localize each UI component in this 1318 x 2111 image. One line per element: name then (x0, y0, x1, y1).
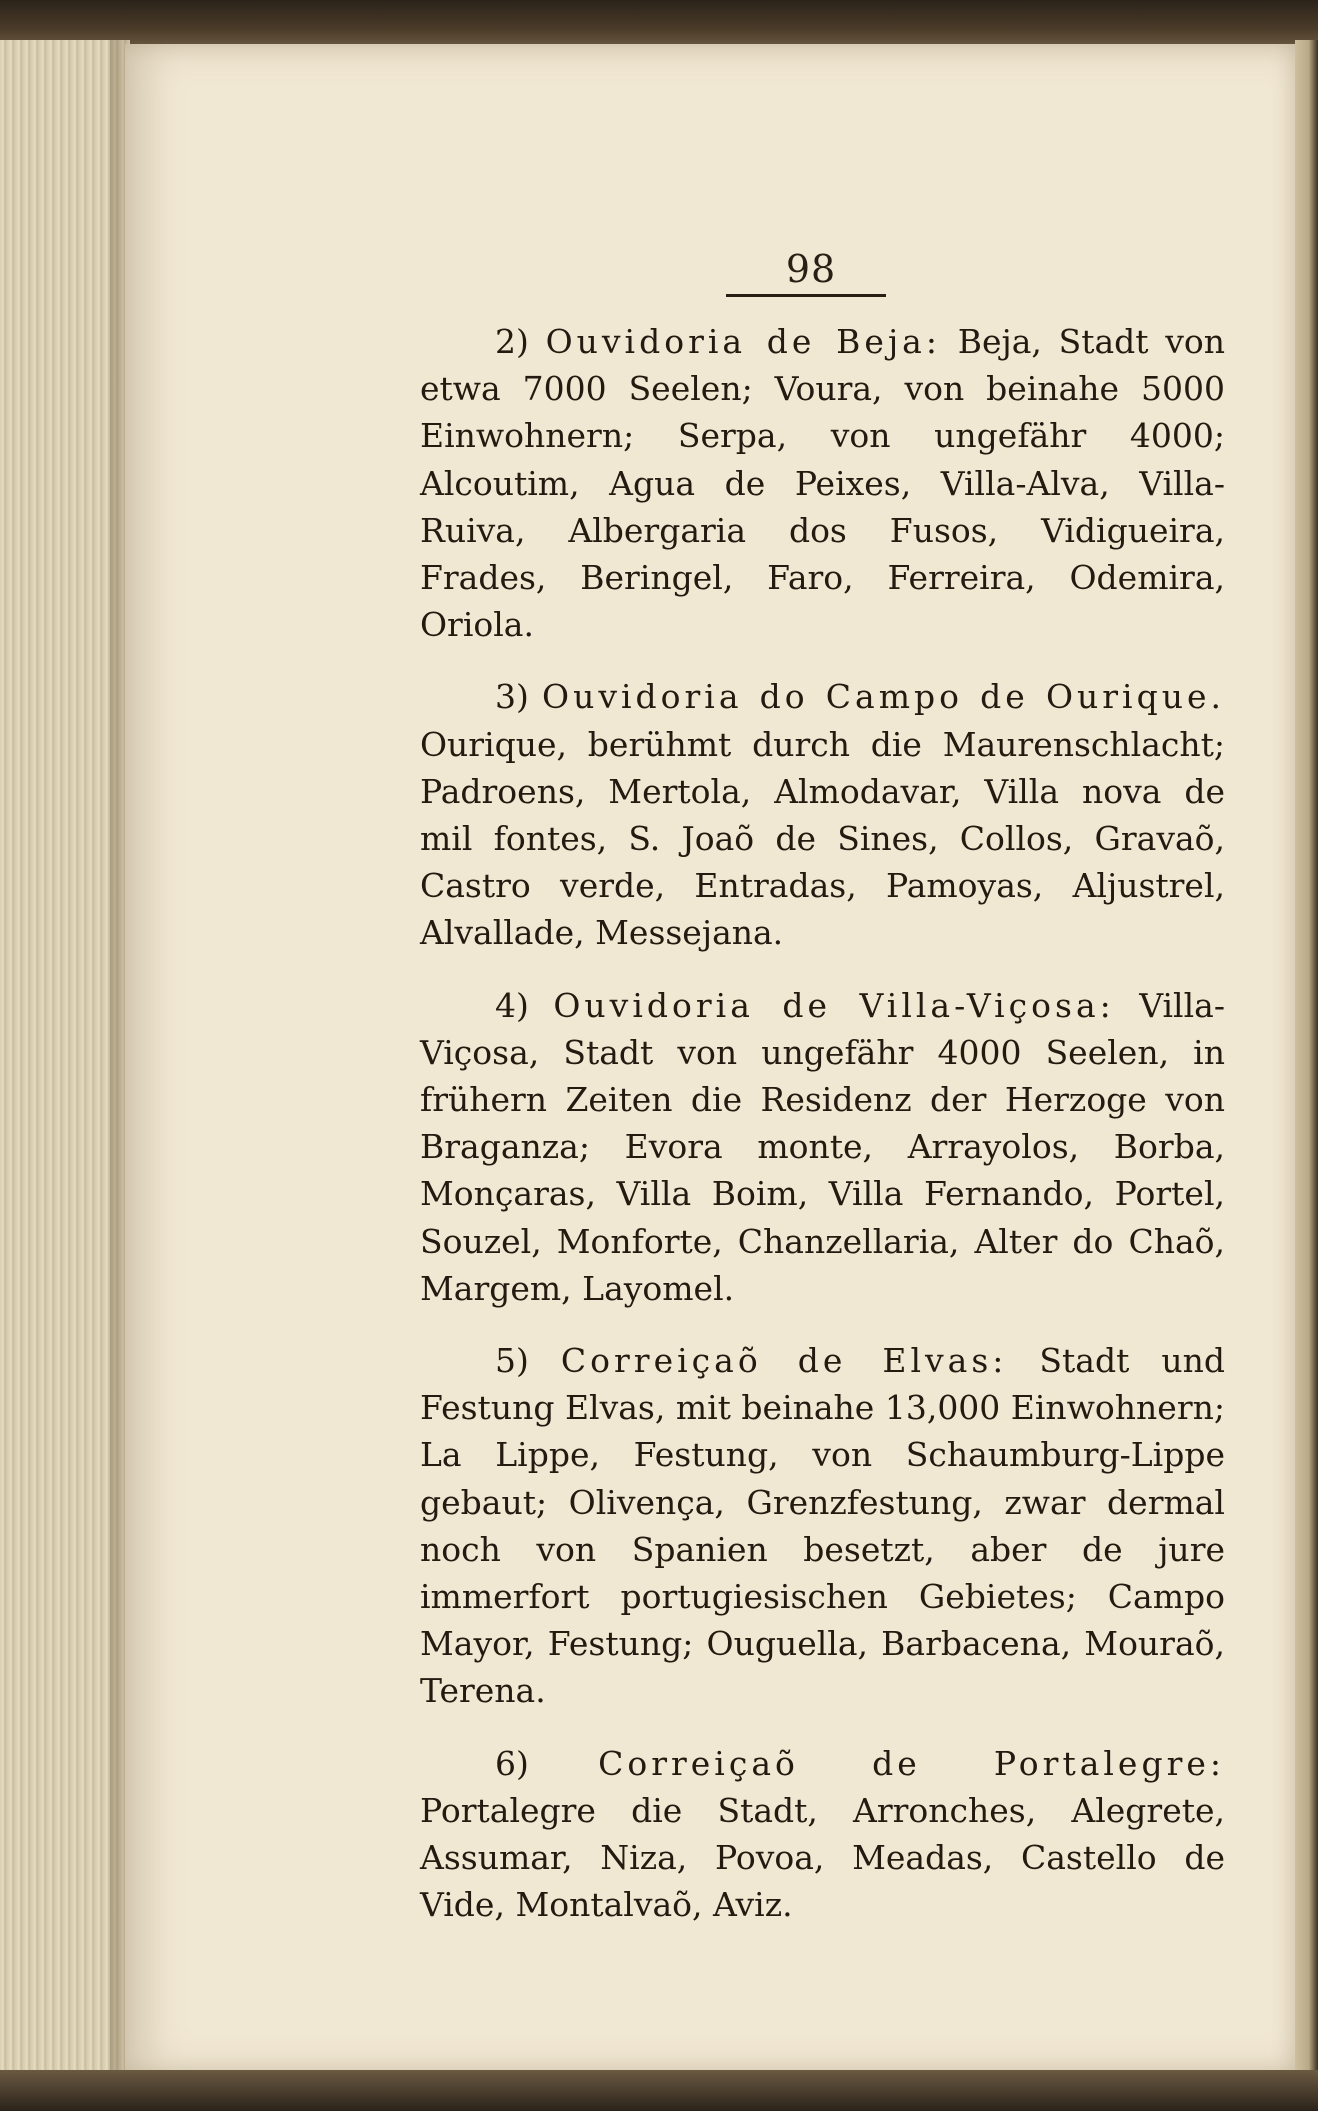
entry-heading: Correiçaõ de Elvas: (560, 1341, 1008, 1381)
entry-number: 5) (495, 1341, 529, 1381)
page-number-rule (726, 294, 886, 297)
page-number: 98 (785, 247, 837, 291)
entry-heading: Correiçaõ de Portalegre: (598, 1743, 1226, 1783)
entry-paragraph (420, 673, 1225, 956)
entry-number: 2) (495, 322, 529, 361)
page-text (420, 318, 1225, 1954)
entry-body: Stadt und Festung Elvas, mit beinahe 13,000 Einwohnern; La Lippe, Festung, von Schaumburg-Lippe gebaut; Olivença, Grenzfestung, zwar dermal noch von Spanien besetzt, aber de jure immerfort portugiesischen Gebietes; Campo Mayor, Festung; Ouguella, Barbacena, Mouraõ, Terena. (420, 1341, 1225, 1711)
entry-heading: Ouvidoria de Villa-Viçosa: (553, 985, 1115, 1025)
book-top-edge (0, 0, 1318, 48)
entry-paragraph (420, 1337, 1225, 1715)
entry-paragraph (420, 982, 1225, 1312)
entry-number: 3) (495, 677, 529, 717)
entry-number: 4) (495, 985, 529, 1025)
book-right-edge (1295, 40, 1318, 2080)
entry-body: Villa-Viçosa, Stadt von ungefähr 4000 Seelen, in frühern Zeiten die Residenz der Herzoge von Braganza; Evora monte, Arrayolos, Borba, Monçaras, Villa Boim, Villa Fernando, Portel, Souzel, Monforte, Chanzellaria, Alter do Chaõ, Margem, Layomel. (420, 985, 1225, 1308)
entry-paragraph (420, 1740, 1225, 1929)
entry-heading: Ouvidoria de Beja: (545, 322, 941, 361)
book-bottom-edge (0, 2070, 1318, 2111)
entry-paragraph (420, 318, 1225, 648)
entry-body: Beja, Stadt von etwa 7000 Seelen; Voura, von beinahe 5000 Einwohnern; Serpa, von ungefähr 4000; Alcoutim, Agua de Peixes, Villa-Alva, Villa-Ruiva, Albergaria dos Fusos, Vidigueira, Frades, Beringel, Faro, Ferreira, Odemira, Oriola. (420, 322, 1225, 645)
entry-body: Portalegre die Stadt, Arronches, Alegrete, Assumar, Niza, Povoa, Meadas, Castello de Vide, Montalvaõ, Aviz. (420, 1790, 1225, 1925)
entry-number: 6) (495, 1743, 529, 1783)
entry-heading: Ouvidoria do Campo de Ourique. (542, 677, 1225, 717)
entry-body: Ourique, berühmt durch die Maurenschlacht; Padroens, Mertola, Almodavar, Villa nova de mil fontes, S. Joaõ de Sines, Collos, Gravaõ, Castro verde, Entradas, Pamoyas, Aljustrel, Alvallade, Messejana. (420, 724, 1225, 953)
